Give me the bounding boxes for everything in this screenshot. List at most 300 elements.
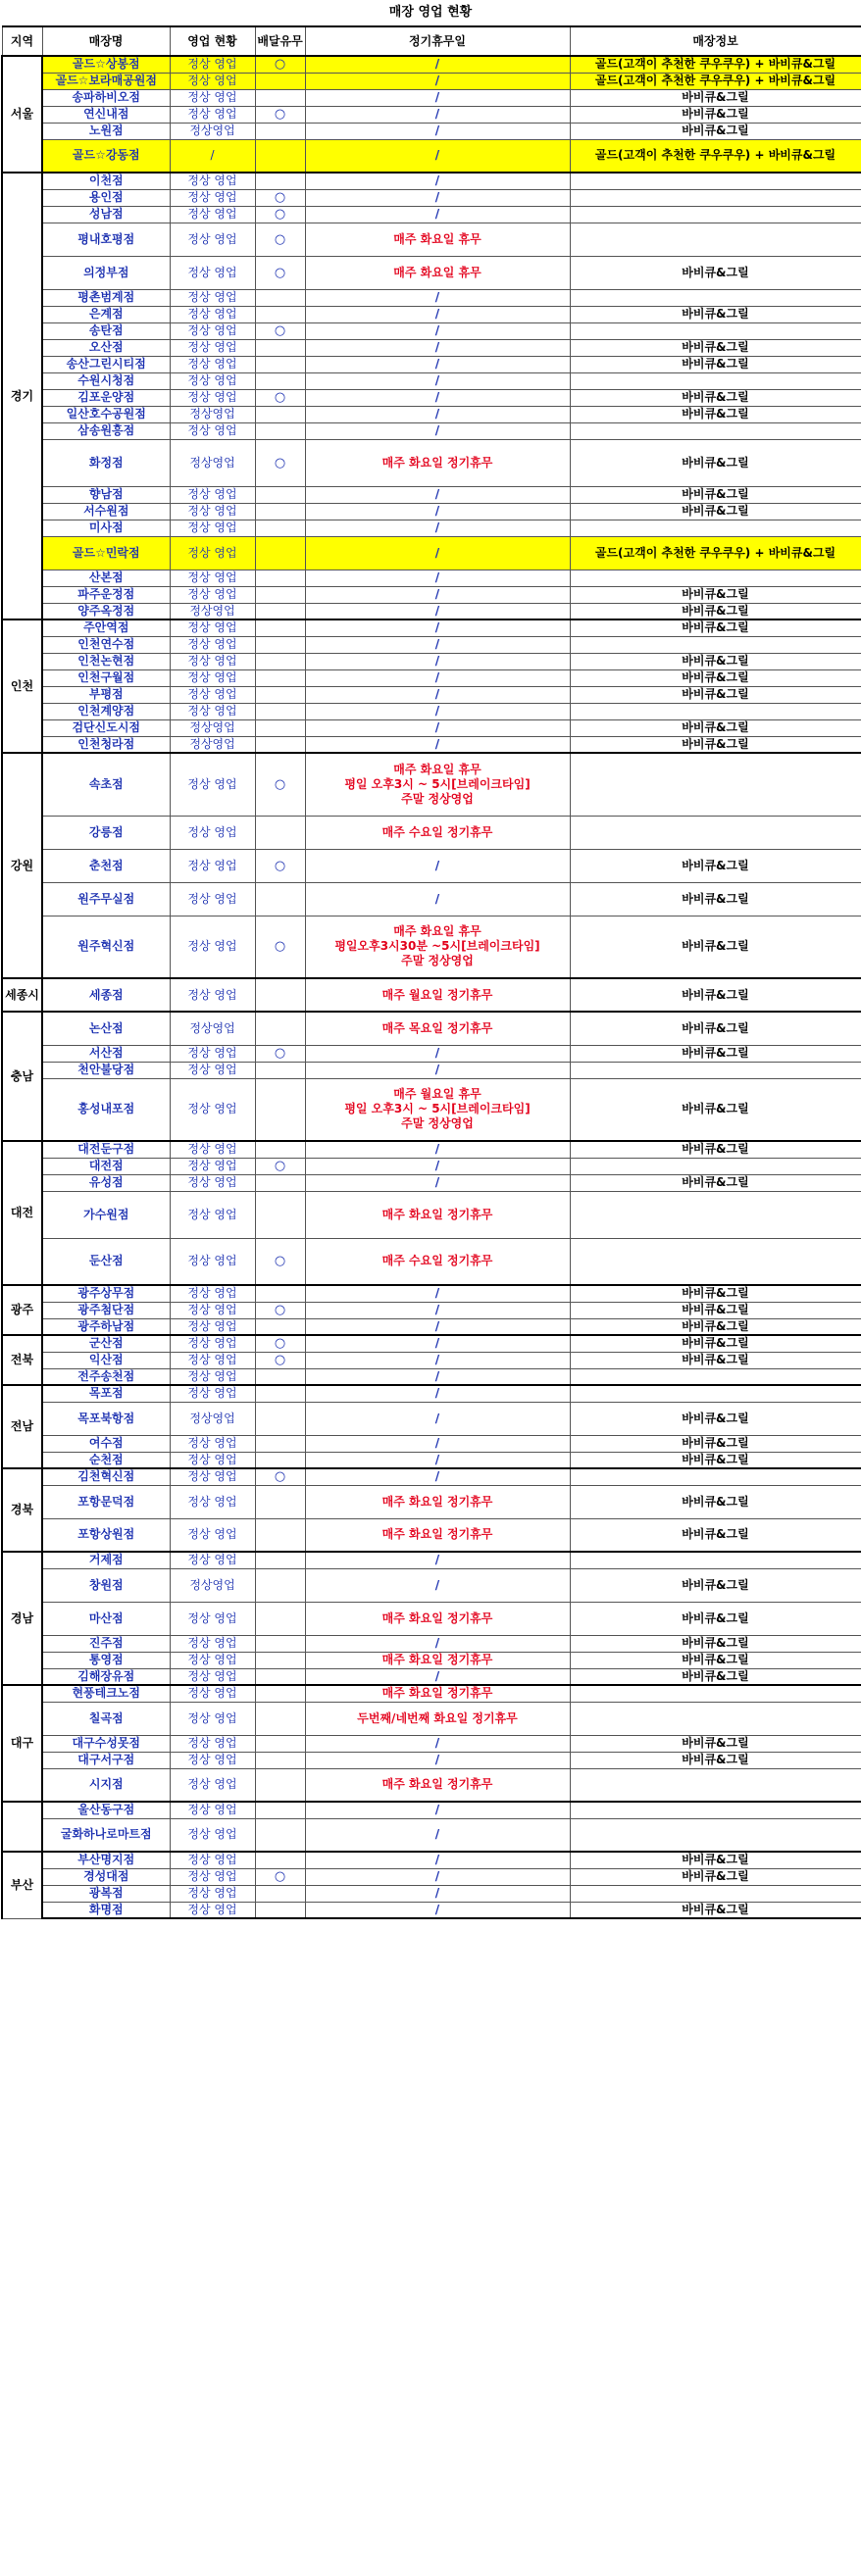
store-info-cell — [570, 1191, 861, 1238]
status-cell: 정상 영업 — [170, 1635, 255, 1652]
delivery-cell — [255, 619, 305, 636]
header-holiday: 정기휴무일 — [305, 26, 570, 56]
store-info-cell — [570, 1885, 861, 1902]
store-name-cell: 통영점 — [42, 1652, 170, 1668]
holiday-cell: / — [305, 406, 570, 422]
store-name-cell: 골드☆상봉점 — [42, 56, 170, 73]
table-row — [2, 520, 861, 536]
status-cell: 정상 영업 — [170, 1885, 255, 1902]
header-delivery: 배달유무 — [255, 26, 305, 56]
store-info-cell — [570, 223, 861, 256]
store-info-cell: 골드(고객이 추천한 쿠우쿠우) + 바비큐&그릴 — [570, 73, 861, 89]
status-cell: 정상 영업 — [170, 503, 255, 520]
store-name-cell: 송파하비오점 — [42, 89, 170, 106]
status-cell: 정상 영업 — [170, 1435, 255, 1452]
store-info-cell: 바비큐&그릴 — [570, 439, 861, 486]
status-cell: 정상 영업 — [170, 1191, 255, 1238]
store-info-cell — [570, 422, 861, 439]
store-info-cell: 바비큐&그릴 — [570, 106, 861, 123]
holiday-cell: / — [305, 1752, 570, 1768]
holiday-cell: 매주 화요일 정기휴무 — [305, 1191, 570, 1238]
status-cell: 정상 영업 — [170, 73, 255, 89]
holiday-cell: / — [305, 173, 570, 189]
store-info-cell: 바비큐&그릴 — [570, 686, 861, 703]
store-info-cell: 바비큐&그릴 — [570, 1652, 861, 1668]
holiday-cell: / — [305, 1062, 570, 1078]
store-info-cell: 바비큐&그릴 — [570, 653, 861, 669]
store-info-cell: 바비큐&그릴 — [570, 406, 861, 422]
status-cell: 정상 영업 — [170, 1652, 255, 1668]
store-info-cell: 바비큐&그릴 — [570, 1752, 861, 1768]
store-name-cell: 화정점 — [42, 439, 170, 486]
store-info-cell: 바비큐&그릴 — [570, 1485, 861, 1518]
store-name-cell: 여수점 — [42, 1435, 170, 1452]
store-info-cell: 바비큐&그릴 — [570, 1352, 861, 1368]
table-row — [2, 1852, 861, 1868]
table-row — [2, 439, 861, 486]
holiday-cell: / — [305, 1335, 570, 1352]
store-info-cell — [570, 570, 861, 586]
store-name-cell: 인천계양점 — [42, 703, 170, 719]
table-row — [2, 1735, 861, 1752]
holiday-cell: / — [305, 636, 570, 653]
store-name-cell: 골드☆강동점 — [42, 139, 170, 173]
delivery-cell: ○ — [255, 1158, 305, 1174]
delivery-cell: ○ — [255, 1302, 305, 1318]
status-cell: 정상 영업 — [170, 189, 255, 206]
table-row — [2, 389, 861, 406]
status-cell: 정상 영업 — [170, 1752, 255, 1768]
status-cell: 정상 영업 — [170, 223, 255, 256]
store-name-cell: 포항문덕점 — [42, 1485, 170, 1518]
table-row — [2, 1668, 861, 1685]
status-cell: 정상 영업 — [170, 1768, 255, 1802]
table-row — [2, 406, 861, 422]
table-row — [2, 1402, 861, 1435]
delivery-cell — [255, 73, 305, 89]
status-cell: 정상영업 — [170, 1568, 255, 1602]
region-cell: 부산 — [2, 1852, 42, 1918]
delivery-cell — [255, 520, 305, 536]
delivery-cell — [255, 816, 305, 849]
status-cell: 정상 영업 — [170, 322, 255, 339]
store-info-cell: 바비큐&그릴 — [570, 849, 861, 882]
store-name-cell: 골드☆민락점 — [42, 536, 170, 570]
holiday-cell — [305, 1078, 570, 1141]
holiday-cell: / — [305, 669, 570, 686]
holiday-cell: / — [305, 389, 570, 406]
status-cell: 정상 영업 — [170, 56, 255, 73]
store-name-cell: 인천구월점 — [42, 669, 170, 686]
holiday-cell: / — [305, 1435, 570, 1452]
store-info-cell — [570, 636, 861, 653]
holiday-cell: / — [305, 1285, 570, 1302]
delivery-cell — [255, 686, 305, 703]
store-name-cell: 인천연수점 — [42, 636, 170, 653]
store-info-cell — [570, 703, 861, 719]
store-info-cell — [570, 1468, 861, 1485]
table-row — [2, 753, 861, 816]
table-row — [2, 322, 861, 339]
status-cell: 정상 영업 — [170, 1735, 255, 1752]
delivery-cell: ○ — [255, 389, 305, 406]
header-status: 영업 현황 — [170, 26, 255, 56]
holiday-cell: / — [305, 1452, 570, 1468]
store-name-cell: 평내호평점 — [42, 223, 170, 256]
table-row — [2, 173, 861, 189]
status-cell: 정상 영업 — [170, 1602, 255, 1635]
status-cell: 정상 영업 — [170, 1385, 255, 1402]
status-cell: 정상 영업 — [170, 1318, 255, 1335]
store-name-cell: 군산점 — [42, 1335, 170, 1352]
status-cell: 정상 영업 — [170, 1552, 255, 1568]
holiday-cell: / — [305, 123, 570, 139]
delivery-cell: ○ — [255, 1352, 305, 1368]
region-cell: 충남 — [2, 1012, 42, 1141]
store-info-cell — [570, 1158, 861, 1174]
table-row — [2, 1045, 861, 1062]
store-name-cell: 현풍테크노점 — [42, 1685, 170, 1702]
delivery-cell — [255, 636, 305, 653]
delivery-cell — [255, 1141, 305, 1158]
table-row — [2, 1191, 861, 1238]
delivery-cell — [255, 1568, 305, 1602]
holiday-cell: / — [305, 503, 570, 520]
region-cell: 서울 — [2, 56, 42, 173]
store-name-cell: 홍성내포점 — [42, 1078, 170, 1141]
store-name-cell: 인천논현점 — [42, 653, 170, 669]
store-name-cell: 부평점 — [42, 686, 170, 703]
delivery-cell: ○ — [255, 56, 305, 73]
store-name-cell: 광주상무점 — [42, 1285, 170, 1302]
table-row — [2, 1868, 861, 1885]
status-cell: 정상 영업 — [170, 916, 255, 978]
delivery-cell: ○ — [255, 189, 305, 206]
delivery-cell: ○ — [255, 439, 305, 486]
table-row — [2, 1318, 861, 1335]
status-cell: 정상영업 — [170, 406, 255, 422]
delivery-cell — [255, 1062, 305, 1078]
store-info-cell: 바비큐&그릴 — [570, 1518, 861, 1552]
store-info-cell: 바비큐&그릴 — [570, 1078, 861, 1141]
delivery-cell — [255, 1368, 305, 1385]
store-name-cell: 송탄점 — [42, 322, 170, 339]
status-cell: 정상 영업 — [170, 1238, 255, 1285]
holiday-cell: / — [305, 1568, 570, 1602]
delivery-cell — [255, 703, 305, 719]
status-cell: 정상 영업 — [170, 653, 255, 669]
holiday-cell — [305, 916, 570, 978]
delivery-cell — [255, 1191, 305, 1238]
table-row — [2, 1435, 861, 1452]
delivery-cell — [255, 289, 305, 306]
holiday-cell: 매주 목요일 정기휴무 — [305, 1012, 570, 1045]
holiday-cell: 매주 화요일 정기휴무 — [305, 439, 570, 486]
status-cell: 정상 영업 — [170, 978, 255, 1012]
status-cell: 정상 영업 — [170, 1702, 255, 1735]
header-region: 지역 — [2, 26, 42, 56]
table-row — [2, 1752, 861, 1768]
store-info-cell — [570, 1385, 861, 1402]
store-name-cell: 진주점 — [42, 1635, 170, 1652]
delivery-cell — [255, 1518, 305, 1552]
delivery-cell: ○ — [255, 916, 305, 978]
delivery-cell: ○ — [255, 849, 305, 882]
delivery-cell: ○ — [255, 1468, 305, 1485]
status-cell: 정상 영업 — [170, 1335, 255, 1352]
delivery-cell — [255, 1012, 305, 1045]
region-cell: 전북 — [2, 1335, 42, 1385]
status-cell: 정상 영업 — [170, 486, 255, 503]
store-name-cell: 김해장유점 — [42, 1668, 170, 1685]
store-name-cell: 서수원점 — [42, 503, 170, 520]
status-cell: 정상 영업 — [170, 520, 255, 536]
status-cell: 정상 영업 — [170, 669, 255, 686]
delivery-cell — [255, 1552, 305, 1568]
store-name-cell: 순천점 — [42, 1452, 170, 1468]
store-name-cell: 거제점 — [42, 1552, 170, 1568]
holiday-cell: / — [305, 372, 570, 389]
store-name-cell: 둔산점 — [42, 1238, 170, 1285]
holiday-cell: 두번째/네번째 화요일 정기휴무 — [305, 1702, 570, 1735]
table-row — [2, 372, 861, 389]
region-cell — [2, 1802, 42, 1852]
status-cell: 정상 영업 — [170, 1668, 255, 1685]
table-row — [2, 619, 861, 636]
holiday-cell: / — [305, 1468, 570, 1485]
table-row — [2, 206, 861, 223]
status-cell: 정상 영업 — [170, 1852, 255, 1868]
store-info-cell — [570, 1062, 861, 1078]
store-info-cell: 바비큐&그릴 — [570, 1302, 861, 1318]
delivery-cell — [255, 1768, 305, 1802]
holiday-cell: / — [305, 139, 570, 173]
delivery-cell — [255, 123, 305, 139]
status-cell: 정상 영업 — [170, 1141, 255, 1158]
table-row — [2, 1385, 861, 1402]
store-name-cell: 대구수성못점 — [42, 1735, 170, 1752]
store-info-cell — [570, 1552, 861, 1568]
delivery-cell: ○ — [255, 322, 305, 339]
holiday-cell: / — [305, 1045, 570, 1062]
holiday-line: 매주 화요일 휴무 — [393, 762, 481, 776]
holiday-cell: / — [305, 289, 570, 306]
holiday-cell: 매주 화요일 정기휴무 — [305, 1518, 570, 1552]
holiday-cell: / — [305, 1141, 570, 1158]
store-name-cell: 창원점 — [42, 1568, 170, 1602]
store-info-cell: 바비큐&그릴 — [570, 486, 861, 503]
status-cell: 정상 영업 — [170, 372, 255, 389]
store-info-cell: 바비큐&그릴 — [570, 719, 861, 736]
table-row — [2, 703, 861, 719]
store-info-cell — [570, 520, 861, 536]
table-row — [2, 603, 861, 619]
delivery-cell — [255, 586, 305, 603]
store-info-cell: 바비큐&그릴 — [570, 1402, 861, 1435]
table-row — [2, 1352, 861, 1368]
holiday-cell: / — [305, 73, 570, 89]
status-cell: 정상 영업 — [170, 1368, 255, 1385]
holiday-cell: / — [305, 56, 570, 73]
store-info-cell: 바비큐&그릴 — [570, 1452, 861, 1468]
table-row — [2, 422, 861, 439]
store-info-cell — [570, 189, 861, 206]
table-row — [2, 223, 861, 256]
holiday-line: 주말 정상영업 — [401, 954, 474, 968]
store-info-cell: 바비큐&그릴 — [570, 586, 861, 603]
table-row — [2, 1568, 861, 1602]
holiday-cell: 매주 화요일 정기휴무 — [305, 1768, 570, 1802]
holiday-cell: 매주 화요일 정기휴무 — [305, 1652, 570, 1668]
table-row — [2, 978, 861, 1012]
status-cell: 정상 영업 — [170, 619, 255, 636]
holiday-cell: / — [305, 1352, 570, 1368]
status-cell: 정상 영업 — [170, 703, 255, 719]
status-cell: 정상 영업 — [170, 339, 255, 356]
store-info-cell — [570, 1702, 861, 1735]
table-row — [2, 1902, 861, 1918]
table-body — [2, 56, 861, 1918]
table-row — [2, 1602, 861, 1635]
store-info-cell: 골드(고객이 추천한 쿠우쿠우) + 바비큐&그릴 — [570, 139, 861, 173]
store-name-cell: 파주운정점 — [42, 586, 170, 603]
region-cell: 경기 — [2, 173, 42, 619]
holiday-cell: / — [305, 89, 570, 106]
status-cell: 정상 영업 — [170, 636, 255, 653]
store-name-cell: 이천점 — [42, 173, 170, 189]
holiday-cell: / — [305, 882, 570, 916]
store-name-cell: 경성대점 — [42, 1868, 170, 1885]
store-name-cell: 산본점 — [42, 570, 170, 586]
store-name-cell: 서산점 — [42, 1045, 170, 1062]
store-info-cell — [570, 289, 861, 306]
store-name-cell: 광주첨단점 — [42, 1302, 170, 1318]
store-info-cell: 바비큐&그릴 — [570, 1012, 861, 1045]
status-cell: 정상 영업 — [170, 1468, 255, 1485]
store-info-cell: 바비큐&그릴 — [570, 256, 861, 289]
store-info-cell: 바비큐&그릴 — [570, 1568, 861, 1602]
table-row — [2, 1078, 861, 1141]
store-name-cell: 마산점 — [42, 1602, 170, 1635]
delivery-cell — [255, 339, 305, 356]
delivery-cell: ○ — [255, 106, 305, 123]
store-name-cell: 논산점 — [42, 1012, 170, 1045]
store-name-cell: 인천청라점 — [42, 736, 170, 753]
store-info-cell: 바비큐&그릴 — [570, 1335, 861, 1352]
delivery-cell — [255, 1285, 305, 1302]
holiday-cell: / — [305, 1868, 570, 1885]
store-name-cell: 목포점 — [42, 1385, 170, 1402]
holiday-line: 주말 정상영업 — [401, 791, 474, 806]
status-cell: 정상 영업 — [170, 1902, 255, 1918]
holiday-cell: / — [305, 189, 570, 206]
store-name-cell: 원주혁신점 — [42, 916, 170, 978]
delivery-cell — [255, 1602, 305, 1635]
delivery-cell — [255, 1752, 305, 1768]
store-name-cell: 굴화하나로마트점 — [42, 1818, 170, 1852]
store-name-cell: 화명점 — [42, 1902, 170, 1918]
status-cell: 정상 영업 — [170, 536, 255, 570]
delivery-cell — [255, 1685, 305, 1702]
status-cell: 정상 영업 — [170, 206, 255, 223]
store-name-cell: 김천혁신점 — [42, 1468, 170, 1485]
delivery-cell — [255, 653, 305, 669]
store-name-cell: 검단신도시점 — [42, 719, 170, 736]
holiday-cell: 매주 화요일 정기휴무 — [305, 1685, 570, 1702]
delivery-cell — [255, 736, 305, 753]
status-cell: 정상 영업 — [170, 753, 255, 816]
holiday-cell: / — [305, 356, 570, 372]
table-row — [2, 1302, 861, 1318]
holiday-cell: / — [305, 1735, 570, 1752]
delivery-cell: ○ — [255, 223, 305, 256]
table-row — [2, 189, 861, 206]
store-name-cell: 송산그린시티점 — [42, 356, 170, 372]
region-cell: 대전 — [2, 1141, 42, 1285]
store-info-cell: 바비큐&그릴 — [570, 1435, 861, 1452]
holiday-cell: 매주 화요일 정기휴무 — [305, 1485, 570, 1518]
table-row — [2, 570, 861, 586]
store-info-cell — [570, 1238, 861, 1285]
holiday-cell: / — [305, 322, 570, 339]
store-info-cell: 바비큐&그릴 — [570, 736, 861, 753]
status-cell: 정상 영업 — [170, 1452, 255, 1468]
store-info-cell — [570, 322, 861, 339]
store-status-table — [1, 25, 861, 1919]
delivery-cell: ○ — [255, 206, 305, 223]
holiday-cell: / — [305, 586, 570, 603]
store-info-cell: 바비큐&그릴 — [570, 1735, 861, 1752]
holiday-cell: 매주 화요일 정기휴무 — [305, 1602, 570, 1635]
status-cell: 정상 영업 — [170, 1158, 255, 1174]
holiday-line: 매주 화요일 휴무 — [393, 924, 481, 939]
status-cell: 정상 영업 — [170, 570, 255, 586]
store-info-cell: 바비큐&그릴 — [570, 916, 861, 978]
table-row — [2, 1885, 861, 1902]
store-name-cell: 김포운양점 — [42, 389, 170, 406]
page-title: 매장 영업 현황 — [388, 5, 473, 20]
region-cell: 세종시 — [2, 978, 42, 1012]
holiday-cell: / — [305, 653, 570, 669]
table-row — [2, 686, 861, 703]
holiday-cell: / — [305, 719, 570, 736]
table-row — [2, 1174, 861, 1191]
store-info-cell: 바비큐&그릴 — [570, 356, 861, 372]
table-row — [2, 1685, 861, 1702]
store-info-cell: 바비큐&그릴 — [570, 306, 861, 322]
store-info-cell — [570, 1768, 861, 1802]
delivery-cell: ○ — [255, 256, 305, 289]
table-row — [2, 1652, 861, 1668]
status-cell: 정상 영업 — [170, 306, 255, 322]
status-cell: 정상 영업 — [170, 1302, 255, 1318]
holiday-cell: / — [305, 106, 570, 123]
store-info-cell — [570, 1685, 861, 1702]
status-cell: 정상 영업 — [170, 1285, 255, 1302]
delivery-cell — [255, 570, 305, 586]
store-info-cell — [570, 816, 861, 849]
store-info-cell: 바비큐&그릴 — [570, 1635, 861, 1652]
status-cell: 정상 영업 — [170, 816, 255, 849]
header-store-info: 매장정보 — [570, 26, 861, 56]
delivery-cell — [255, 503, 305, 520]
store-name-cell: 포항상원점 — [42, 1518, 170, 1552]
holiday-cell: / — [305, 1635, 570, 1652]
store-name-cell: 양주옥정점 — [42, 603, 170, 619]
store-name-cell: 골드☆보라매공원점 — [42, 73, 170, 89]
holiday-cell: / — [305, 619, 570, 636]
holiday-cell: / — [305, 206, 570, 223]
